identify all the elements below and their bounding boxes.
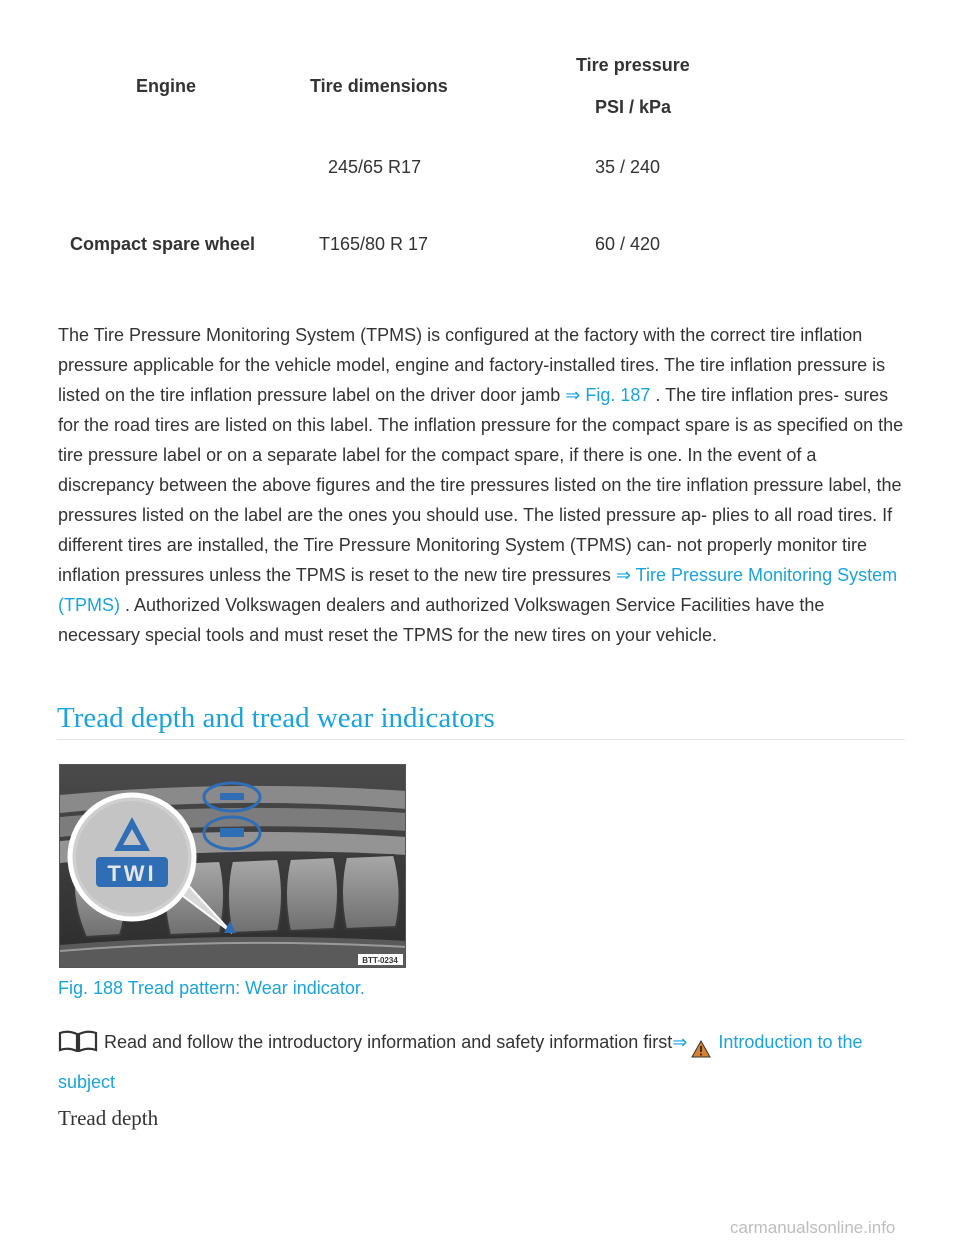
- watermark: carmanualsonline.info: [730, 1218, 896, 1237]
- figure-caption: Fig. 188 Tread pattern: Wear indicator.: [58, 978, 365, 998]
- table-row-2-dimensions: T165/80 R 17: [319, 234, 429, 254]
- tread-depth-heading: Tread depth: [58, 1106, 159, 1130]
- paragraph-text-1: The Tire Pressure Monitoring System (TPMS) is configured at the factory with the correct tire inflation pressure applicable for the vehicle model, engine and factory-installed tires. The tire inflation pressure is listed on the tire inflation pressure label on the driver door jamb: [58, 325, 886, 405]
- fig-187-link[interactable]: ⇒ Fig. 187: [565, 385, 651, 405]
- open-book-icon: [58, 1030, 98, 1061]
- intro-note: [58, 1027, 910, 1097]
- table-row-2-pressure: 60 / 420: [595, 234, 661, 254]
- intro-text: Read and follow the introductory information and safety information first: [104, 1032, 673, 1052]
- table-row-2-engine: Compact spare wheel: [70, 234, 256, 254]
- table-header-engine: Engine: [136, 76, 197, 96]
- table-header-dimensions: Tire dimensions: [310, 76, 448, 96]
- paragraph-text-3: . Authorized Volkswagen dealers and authorized Volkswagen Service Facilities have the necessary special tools and must reset the TPMS for the new tires on your vehicle.: [58, 595, 825, 645]
- section-divider: [57, 739, 905, 740]
- tpms-paragraph: [58, 320, 910, 650]
- table-header-pressure: Tire pressure: [576, 55, 690, 75]
- table-header-pressure-unit: PSI / kPa: [595, 97, 672, 117]
- paragraph-text-2: . The tire inflation pres- sures for the road tires are listed on this label. The inflation pressure for the compact spare is as specified on the tire pressure label or on a separate label for the compact spare, if there is one. In the event of a discrepancy between the above figures and the tire pressures listed on the tire inflation pressure label, the pressures listed on the label are the ones you should use. The listed pressure ap- plies to all road tires. If different tires are installed, the Tire Pressure Monitoring System (TPMS) can- not properly monitor tire inflation pressures unless the TPMS is reset to the new tire pressures: [58, 385, 904, 585]
- warning-triangle-icon: [691, 1037, 711, 1067]
- table-row-1-dimensions: 245/65 R17: [328, 157, 422, 177]
- twi-label: TWI: [107, 861, 157, 886]
- introduction-link[interactable]: Introduction to the subject: [58, 1032, 863, 1092]
- tpms-link[interactable]: ⇒ Tire Pressure Monitoring System (TPMS): [58, 565, 898, 615]
- tread-wear-figure: [59, 764, 406, 968]
- table-row-1-pressure: 35 / 240: [595, 157, 661, 177]
- section-title: Tread depth and tread wear indicators: [57, 702, 495, 734]
- figure-code: BTT-0234: [362, 956, 398, 965]
- tread-pattern-illustration: [60, 765, 406, 968]
- intro-arrow[interactable]: ⇒: [672, 1032, 688, 1052]
